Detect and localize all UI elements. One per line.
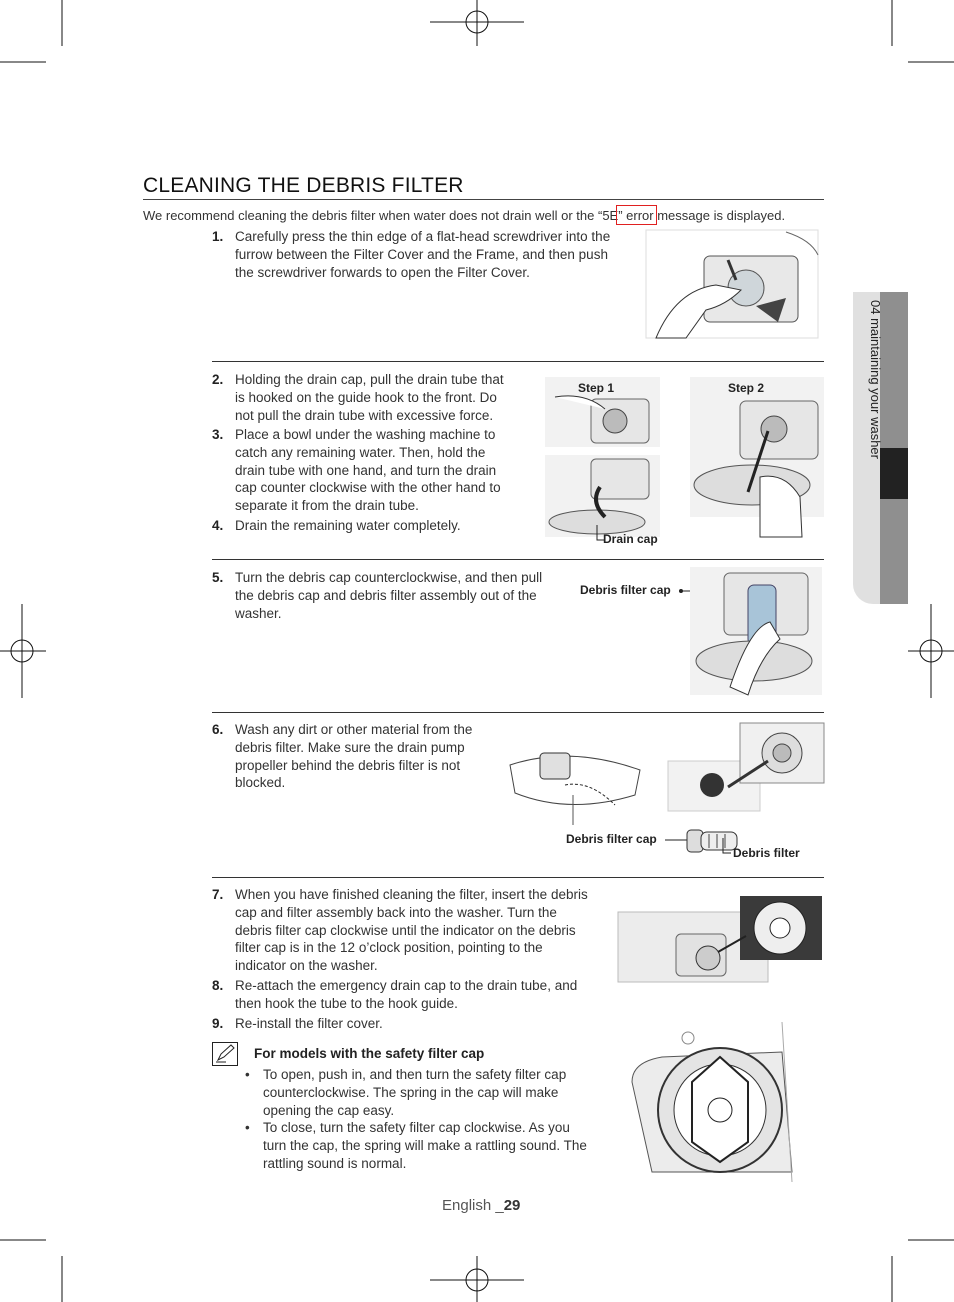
step-number: 3.: [212, 427, 224, 442]
bullet-dot: •: [245, 1120, 250, 1135]
note-title: For models with the safety filter cap: [254, 1046, 485, 1061]
step-line: is hooked on the guide hook to the front. Do: [235, 389, 497, 405]
debris-filter-cap-label: Debris filter cap: [580, 583, 671, 597]
propeller-check-illustration: [668, 723, 824, 811]
step-line: Wash any dirt or other material from the: [235, 722, 473, 737]
section-divider: [212, 361, 824, 362]
washing-filter-sink-illustration: [500, 725, 650, 825]
intro-text: We recommend cleaning the debris filter when water does not drain well or the “5E” error message is displayed.: [143, 208, 786, 223]
step-line: Re-install the filter cover.: [235, 1016, 383, 1031]
drain-tube-step1-illustration: [545, 377, 660, 537]
bullet-line: counterclockwise. The spring in the cap will make: [263, 1084, 559, 1100]
note-pencil-icon: [212, 1042, 238, 1066]
debris-cap-removal-illustration: [690, 567, 822, 695]
page-footer: [442, 1197, 520, 1214]
page-title: CLEANING THE DEBRIS FILTER: [143, 174, 464, 197]
title-divider: [143, 199, 824, 200]
footer-lang: English _: [442, 1197, 504, 1214]
step-line: not pull the drain tube with excessive force.: [235, 407, 494, 423]
step2-label: Step 2: [728, 381, 765, 395]
bullet-line: To close, turn the safety filter cap clockwise. As you: [263, 1120, 570, 1135]
step-line: catch any remaining water. Then, hold the: [235, 444, 486, 460]
step-line: indicator on the washer.: [235, 958, 378, 974]
step-line: Re-attach the emergency drain cap to the drain tube, and: [235, 978, 578, 993]
bullet-dot: •: [245, 1067, 250, 1082]
step-line: debris filter cap clockwise until the indicator on the debris: [235, 922, 576, 938]
debris-filter-leader: [721, 838, 733, 856]
step-number: 5.: [212, 570, 224, 585]
step-line: Drain the remaining water completely.: [235, 518, 461, 533]
step-number: 7.: [212, 887, 224, 902]
step-line: Holding the drain cap, pull the drain tube that: [235, 372, 504, 387]
step-line: Place a bowl under the washing machine to: [235, 427, 496, 442]
safety-filter-cap-illustration: [632, 1022, 822, 1182]
step-line: washer.: [235, 605, 282, 621]
step-line: filter cap is in the 12 o’clock position, pointing to the: [235, 940, 543, 956]
step-number: 1.: [212, 229, 224, 244]
step-line: then hook the tube to the hook guide.: [235, 995, 458, 1011]
step-number: 8.: [212, 978, 224, 993]
side-tab-marker: [880, 448, 908, 499]
step-number: 2.: [212, 372, 224, 387]
step-line: separate it from the drain tube.: [235, 498, 419, 514]
section-divider: [212, 877, 824, 878]
section-divider: [212, 712, 824, 713]
step-number: 9.: [212, 1016, 224, 1031]
step-line: drain tube with one hand, and turn the drain: [235, 462, 497, 478]
reinsert-filter-illustration: [618, 896, 822, 984]
section-divider: [212, 559, 824, 560]
step-line: cap counter clockwise with the other hand to: [235, 480, 501, 496]
debris-filter-label: Debris filter: [733, 846, 800, 860]
debris-filter-cap-label: Debris filter cap: [566, 832, 657, 846]
step-line: furrow between the Filter Cover and the Frame, and then push: [235, 246, 608, 262]
step-number: 6.: [212, 722, 224, 737]
step-line: When you have finished cleaning the filter, insert the debris: [235, 887, 588, 902]
step-number: 4.: [212, 518, 224, 533]
bullet-line: opening the cap easy.: [263, 1102, 395, 1118]
step-line: blocked.: [235, 775, 286, 791]
step-line: the screwdriver forwards to open the Filter Cover.: [235, 264, 530, 280]
side-tab-label: 04 maintaining your washer: [868, 300, 883, 459]
step-line: Carefully press the thin edge of a flat-head screwdriver into the: [235, 229, 611, 244]
step1-label: Step 1: [578, 381, 615, 395]
drain-cap-label: Drain cap: [603, 532, 658, 546]
step-line: cap and filter assembly back into the washer. Turn the: [235, 904, 557, 920]
step-line: propeller behind the debris filter is not: [235, 757, 461, 773]
step-line: Turn the debris cap counterclockwise, and then pull: [235, 570, 543, 585]
step-line: debris filter. Make sure the drain pump: [235, 739, 465, 755]
bullet-line: To open, push in, and then turn the safety filter cap: [263, 1067, 567, 1082]
bullet-line: turn the cap, the spring will make a rattling sound. The: [263, 1137, 587, 1153]
highlight-box: [616, 205, 657, 225]
bullet-line: rattling sound is normal.: [263, 1155, 407, 1171]
page-number: 29: [503, 1197, 521, 1214]
filter-cover-illustration: [646, 230, 818, 338]
step-line: the debris cap and debris filter assembly out of the: [235, 587, 537, 603]
drain-tube-step2-illustration: [690, 377, 824, 537]
